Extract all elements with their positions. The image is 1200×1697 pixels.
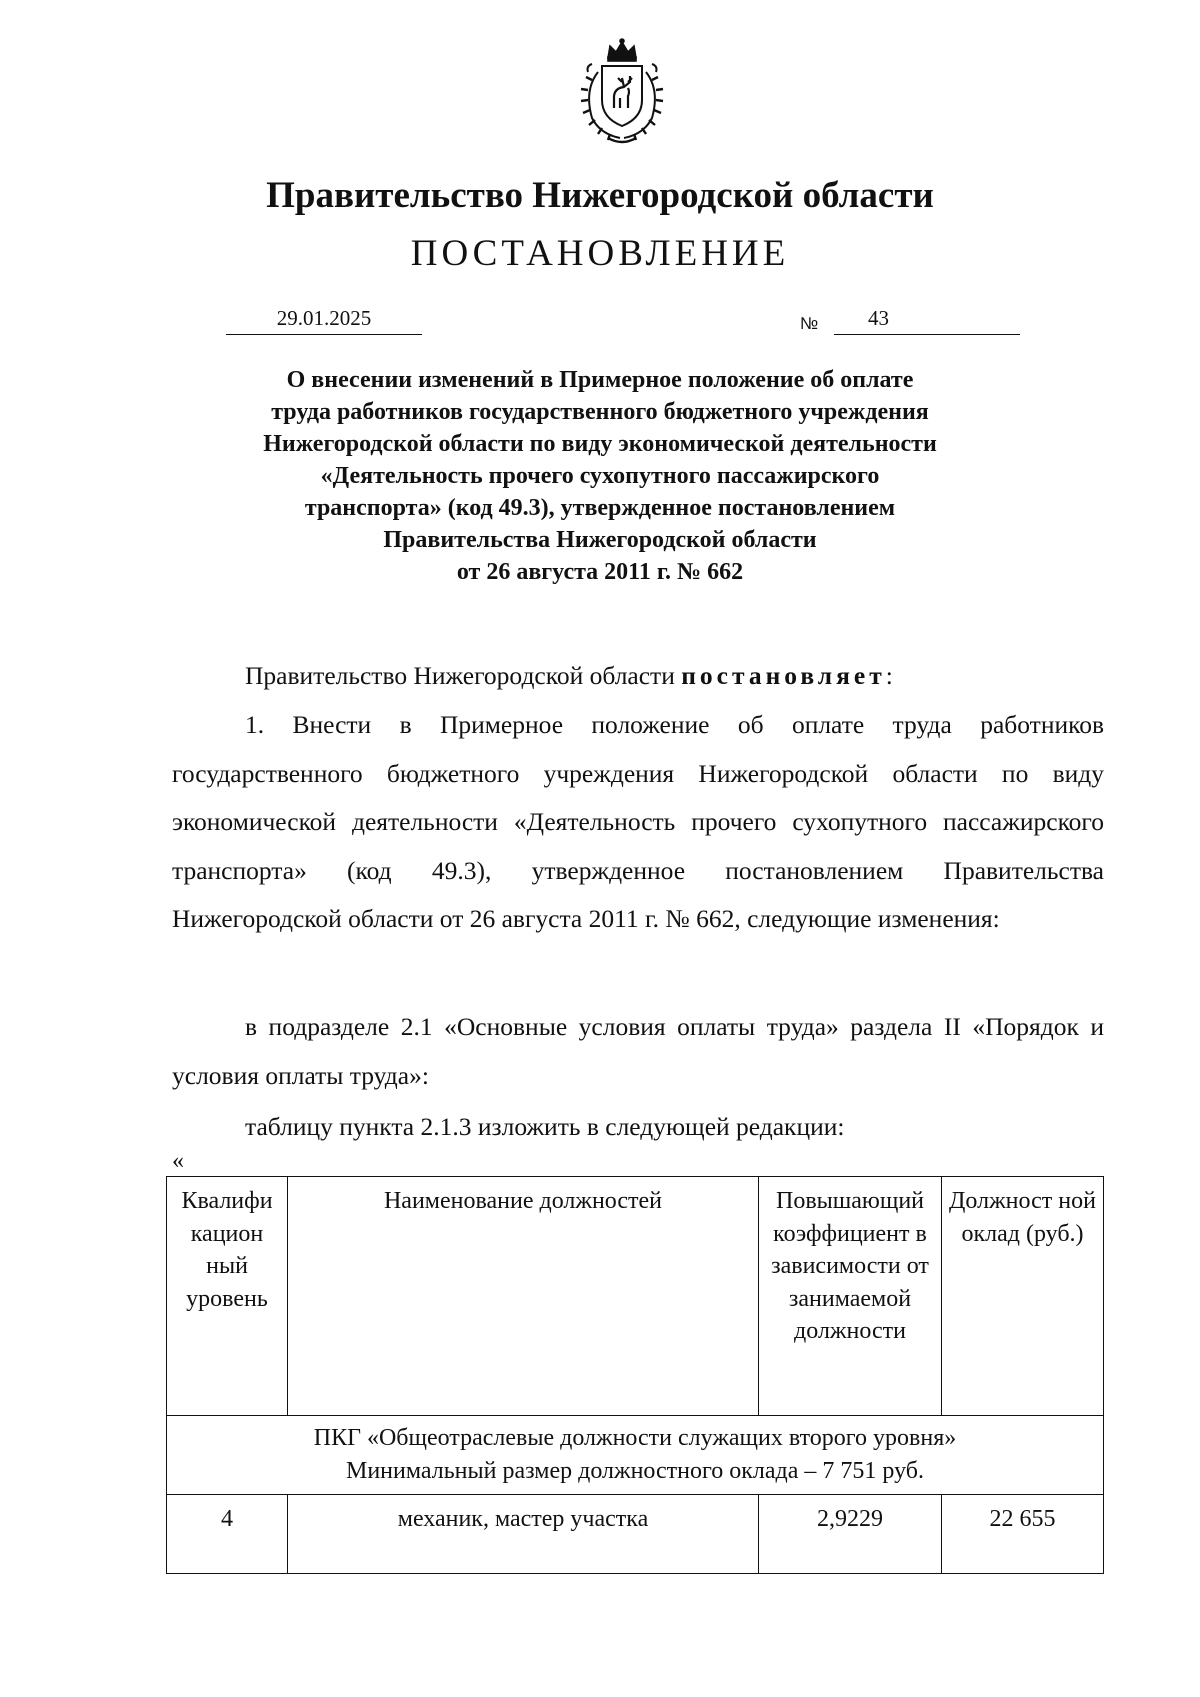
header-coefficient: Повышающий коэффициент в зависимости от занимаемой должности xyxy=(759,1177,942,1416)
group-min-salary: Минимальный размер должностного оклада – 7 751 руб. xyxy=(346,1457,924,1484)
table-row xyxy=(167,1495,1104,1574)
number-sign: № xyxy=(800,314,819,333)
document-subject xyxy=(160,364,1040,588)
intro-prefix: Правительство Нижегородской области xyxy=(245,661,682,690)
cell-salary: 22 655 xyxy=(942,1495,1104,1574)
open-quote: « xyxy=(172,1148,184,1174)
intro-verb: постановляет xyxy=(681,661,886,690)
salary-table xyxy=(166,1176,1104,1574)
subject-line: О внесении изменений в Примерное положение об оплате xyxy=(286,367,914,393)
subject-line: Правительства Нижегородской области xyxy=(383,527,817,553)
cell-level: 4 xyxy=(167,1495,288,1574)
subject-line: труда работников государственного бюджетного учреждения xyxy=(271,399,929,425)
intro-paragraph xyxy=(172,652,1104,701)
header-salary: Должност ной оклад (руб.) xyxy=(942,1177,1104,1416)
cell-positions: механик, мастер участка xyxy=(288,1495,759,1574)
government-title: Правительство Нижегородской области xyxy=(266,175,934,216)
document-date: 29.01.2025 xyxy=(276,306,372,330)
document-type-title: ПОСТАНОВЛЕНИЕ xyxy=(410,233,790,274)
header-positions: Наименование должностей xyxy=(288,1177,759,1416)
paragraph-3: таблицу пункта 2.1.3 изложить в следующей редакции: xyxy=(245,1112,845,1141)
table-header-row xyxy=(167,1177,1104,1416)
subject-line: Нижегородской области по виду экономической деятельности xyxy=(263,431,937,457)
table-group-row xyxy=(167,1416,1104,1495)
subject-line: транспорта» (код 49.3), утвержденное постановлением xyxy=(304,495,896,521)
number-field xyxy=(834,304,1020,335)
group-title: ПКГ «Общеотраслевые должности служащих второго уровня» xyxy=(313,1425,957,1451)
date-field xyxy=(226,304,422,335)
subject-line: от 26 августа 2011 г. № 662 xyxy=(456,559,744,585)
cell-coefficient: 2,9229 xyxy=(759,1495,942,1574)
group-cell xyxy=(167,1416,1104,1495)
intro-suffix: : xyxy=(885,661,893,690)
coat-of-arms-emblem xyxy=(570,38,674,146)
subject-line: «Деятельность прочего сухопутного пассажирского xyxy=(320,463,880,489)
header-qualification-level: Квалифи кацион ный уровень xyxy=(167,1177,288,1416)
paragraph-1: 1. Внести в Примерное положение об оплате труда работников государственного бюджетного учреждения Нижегородской области по виду экономической деятельности «Деятельность прочего сухопутного пассажирского транспорта» (код 49.3), утвержденное постановлением Правительства Нижегородской области от 26 августа 2011 г. № 662, следующие изменения: xyxy=(172,710,1104,933)
document-number: 43 xyxy=(868,306,889,330)
paragraph-2: в подразделе 2.1 «Основные условия оплаты труда» раздела II «Порядок и условия оплаты труда»: xyxy=(172,1012,1104,1090)
